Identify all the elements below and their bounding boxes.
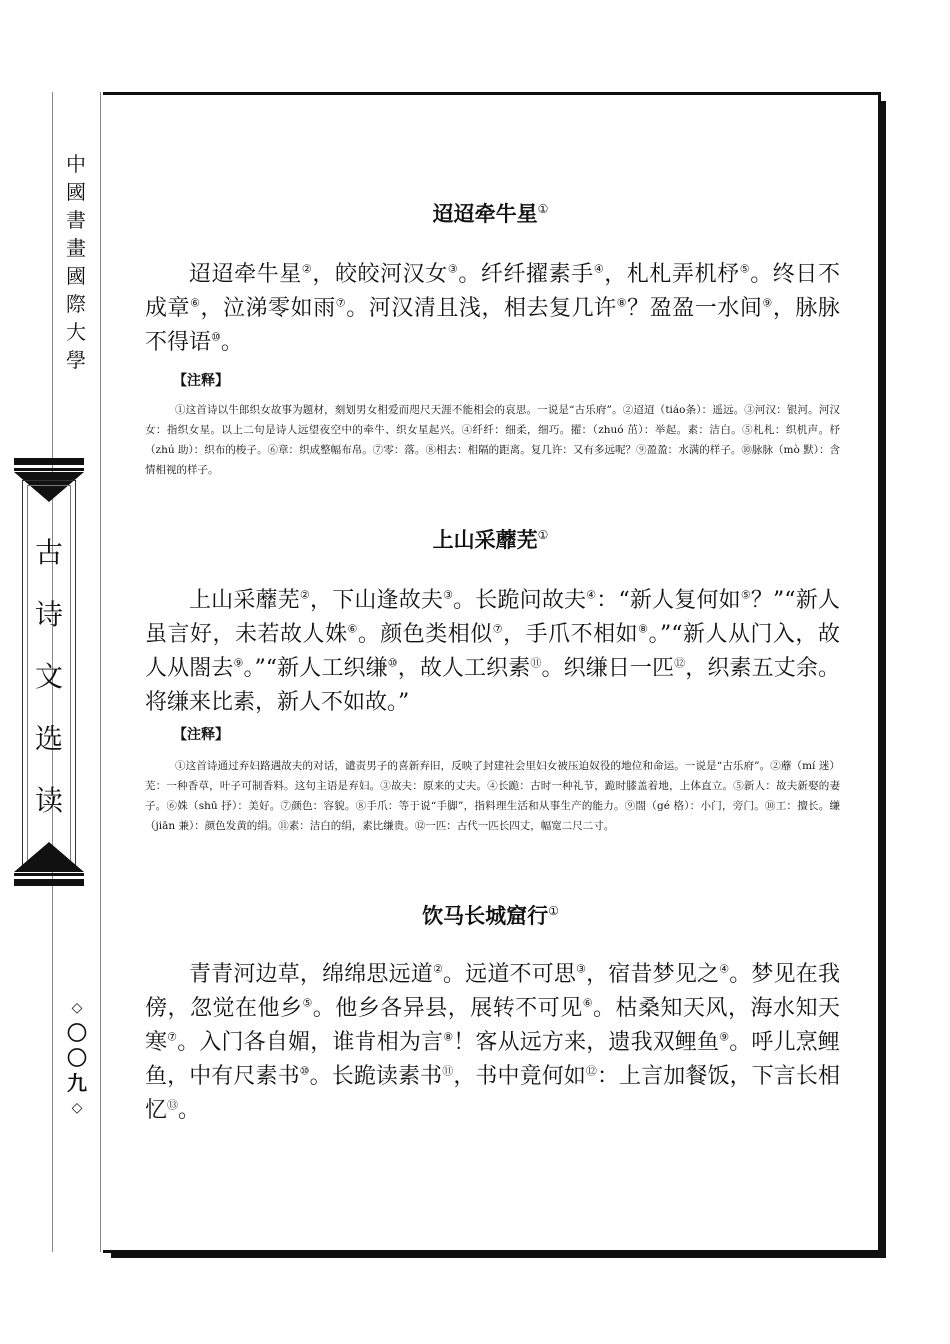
notes-heading: 【注释】 xyxy=(173,373,229,389)
footnote-mark: ⑥ xyxy=(347,622,358,636)
publisher-char: 國 xyxy=(66,264,86,288)
poem-title-text: 上山采蘼芜 xyxy=(432,528,538,552)
footnote-mark: ⑪ xyxy=(530,656,542,670)
poem-text-segment: 。长跪读素书 xyxy=(309,1064,443,1089)
publisher-char: 國 xyxy=(66,180,86,204)
footnote-mark: ⑧ xyxy=(616,296,628,310)
poem-title xyxy=(103,198,878,228)
footnote-mark: ⑩ xyxy=(211,330,221,344)
poem-text-segment: ，故人工织素 xyxy=(397,656,531,681)
poem-text-segment: 。终日不成章 xyxy=(145,262,840,321)
poem-text-segment: ，下山逢故夫 xyxy=(309,588,444,613)
poem-text-segment: ，札札弄机杼 xyxy=(604,262,740,287)
footnote-mark: ① xyxy=(537,202,549,216)
footnote-mark: ⑤ xyxy=(302,996,313,1010)
page-number-char: 九 xyxy=(67,1071,87,1095)
footnote-mark: ③ xyxy=(443,588,454,602)
footnote-mark: ④ xyxy=(593,262,605,276)
footnote-mark: ⑪ xyxy=(442,1064,454,1078)
book-title-vertical xyxy=(14,522,84,832)
publisher-char: 學 xyxy=(66,348,86,372)
publisher-char: 書 xyxy=(66,208,86,232)
footnote-mark: ⑦ xyxy=(167,1030,178,1044)
poem-text-segment: 。”“新人工织缣 xyxy=(243,656,388,681)
poem-text-segment: 。梦见在我傍，忽觉在他乡 xyxy=(145,962,840,1021)
publisher-char: 際 xyxy=(66,292,86,316)
cartouche-bar-bottom-thin xyxy=(14,873,84,876)
book-title-char: 文 xyxy=(34,660,63,693)
page-number-char: 〇 xyxy=(67,1046,87,1070)
footnote-mark: ② xyxy=(432,962,443,976)
cartouche-ornament-bottom xyxy=(14,842,84,872)
publisher-char: 大 xyxy=(66,320,86,344)
poem-text-segment: 迢迢牵牛星 xyxy=(189,262,302,287)
footnote-mark: ⑨ xyxy=(762,296,773,310)
footnote-mark: ⑤ xyxy=(740,588,751,602)
poem-text-segment: 。 xyxy=(178,1098,201,1123)
footnote-mark: ④ xyxy=(719,962,730,976)
poem-text-segment: ，泣涕零如雨 xyxy=(200,296,336,321)
page-number-char: 〇 xyxy=(67,1021,87,1045)
book-title-char: 古 xyxy=(34,536,63,569)
footnote-mark: ⑬ xyxy=(167,1098,179,1112)
poem-text-segment: 。纤纤擢素手 xyxy=(458,262,594,287)
poem-title xyxy=(103,900,878,930)
footnote-mark: ⑥ xyxy=(582,996,594,1010)
poem-text-segment: 。颜色类相似 xyxy=(357,622,493,647)
footnote-mark: ⑫ xyxy=(674,656,686,670)
poem-text-segment: 。呼儿烹鲤鱼，中有尺素书 xyxy=(145,1030,840,1089)
poem-body xyxy=(145,958,840,1128)
poem-body xyxy=(145,584,840,720)
footnote-mark: ⑨ xyxy=(719,1030,730,1044)
book-title-char: 读 xyxy=(34,784,63,817)
poem-text-segment: ，宿昔梦见之 xyxy=(586,962,720,987)
page-number-char: ◇ xyxy=(71,1100,83,1116)
poem-text-segment: ：上言加餐饭，下言长相忆 xyxy=(145,1064,840,1123)
poem-text-segment: ？盈盈一水间 xyxy=(627,296,763,321)
footnote-mark: ⑧ xyxy=(443,1030,454,1044)
publisher-char: 中 xyxy=(66,152,86,176)
poem-text-segment: 。织缣日一匹 xyxy=(541,656,675,681)
publisher-char: 畫 xyxy=(66,236,86,260)
footnote-mark: ⑤ xyxy=(739,262,751,276)
footnote-mark: ③ xyxy=(447,262,459,276)
footnote-mark: ② xyxy=(299,588,310,602)
page-number xyxy=(64,996,90,1121)
footnote-mark: ⑩ xyxy=(387,656,398,670)
poem-text-segment: ，脉脉不得语 xyxy=(145,296,840,355)
footnote-mark: ③ xyxy=(576,962,587,976)
poem-text-segment: 。远道不可思 xyxy=(443,962,577,987)
footnote-mark: ④ xyxy=(586,588,597,602)
poem-text-segment: 。他乡各异县，展转不可见 xyxy=(312,996,583,1021)
poem-title-text: 迢迢牵牛星 xyxy=(432,202,538,226)
footnote-mark: ⑨ xyxy=(233,656,244,670)
footnote-mark: ① xyxy=(548,904,559,918)
poem-text-segment: 青青河边草，绵绵思远道 xyxy=(189,962,433,987)
book-title-cartouche xyxy=(14,458,84,886)
notes-text: ①这首诗以牛郎织女故事为题材，刻划男女相爱而咫尺天涯不能相会的哀思。一说是“古乐府”。②迢迢（tiáo条）：遥远。③河汉：银河。河汉女：指织女星。以上二句是诗人远望夜空中的牵牛、织女星起兴。④纤纤：细柔，细巧。擢：（zhuó 茁）：举起。素：洁白。⑤札札：织机声。杼（zhú 助）：织布的梭子。⑥章：织成整幅布帛。⑦零：落。⑧相去：相隔的距离。复几许：又有多远呢？⑨盈盈：水满的样子。⑩脉脉（mò 默）：含情相视的样子。 xyxy=(145,404,840,476)
page-number-char: ◇ xyxy=(71,1000,83,1016)
footnote-mark: ⑫ xyxy=(585,1064,598,1078)
poem-text-segment: 。”“新人从门入，故人从閤去 xyxy=(145,622,840,681)
footnote-mark: ⑩ xyxy=(299,1064,310,1078)
footnote-mark: ① xyxy=(537,528,549,542)
footnote-mark: ⑧ xyxy=(638,622,649,636)
book-title-char: 诗 xyxy=(34,598,63,631)
cartouche-bar-top-thin xyxy=(14,468,84,471)
spine-rule-inner xyxy=(100,92,101,1252)
poem-text-segment: 。枯桑知天风，海水知天寒 xyxy=(145,996,840,1055)
footnote-mark: ② xyxy=(301,262,313,276)
notes-heading: 【注释】 xyxy=(173,727,229,743)
poem-body xyxy=(145,258,840,360)
poem-text-segment: ，手爪不相如 xyxy=(503,622,639,647)
poem-text-segment: ，书中竟何如 xyxy=(453,1064,586,1089)
poem-text-segment: ：“新人复何如 xyxy=(596,588,741,613)
book-title-char: 选 xyxy=(34,722,63,755)
poem-text-segment: 上山采蘼芜 xyxy=(189,588,300,613)
poem-text-segment: ？”“新人虽言好，未若故人姝 xyxy=(145,588,840,647)
footnote-mark: ⑥ xyxy=(190,296,201,310)
poem-text-segment: ！客从远方来，遗我双鲤鱼 xyxy=(453,1030,720,1055)
notes-text: ①这首诗通过弃妇路遇故夫的对话，谴责男子的喜新弃旧，反映了封建社会里妇女被压迫奴役的地位和命运。一说是“古乐府”。②蘼（mí 迷）芜：一种香草，叶子可制香料。这句主语是弃妇。③故夫：原来的丈夫。④长跪：古时一种礼节，跪时膝盖着地，上体直立。⑤新人：故夫新娶的妻子。⑥姝（shū 抒）：美好。⑦颜色：容貌。⑧手爪：等于说“手脚”，指料理生活和从事生产的能力。⑨閤（gé 格）：小门，旁门。⑩工：擅长。缣（jiān 兼）：颜色发黄的绢。⑪素：洁白的绢，素比缣贵。⑫一匹：古代一匹长四丈，幅宽二尺二寸。 xyxy=(145,760,840,832)
cartouche-bar-top xyxy=(14,458,84,465)
poem-text-segment: 。入门各自媚，谁肯相为言 xyxy=(177,1030,444,1055)
poem-text-segment: 。长跪问故夫 xyxy=(453,588,587,613)
publisher-vertical-text xyxy=(62,150,90,374)
poem-title-text: 饮马长城窟行 xyxy=(422,904,549,928)
poem-text-segment: 。 xyxy=(220,330,243,355)
poem-text-segment: 。河汉清且浅，相去复几许 xyxy=(346,296,617,321)
footnote-mark: ⑦ xyxy=(492,622,504,636)
poem-text-segment: ，织素五丈余。将缣来比素，新人不如故。” xyxy=(145,656,840,715)
poem-title xyxy=(103,524,878,554)
footnote-mark: ⑦ xyxy=(335,296,347,310)
cartouche-bar-bottom xyxy=(14,879,84,886)
poem-text-segment: ，皎皎河汉女 xyxy=(312,262,448,287)
